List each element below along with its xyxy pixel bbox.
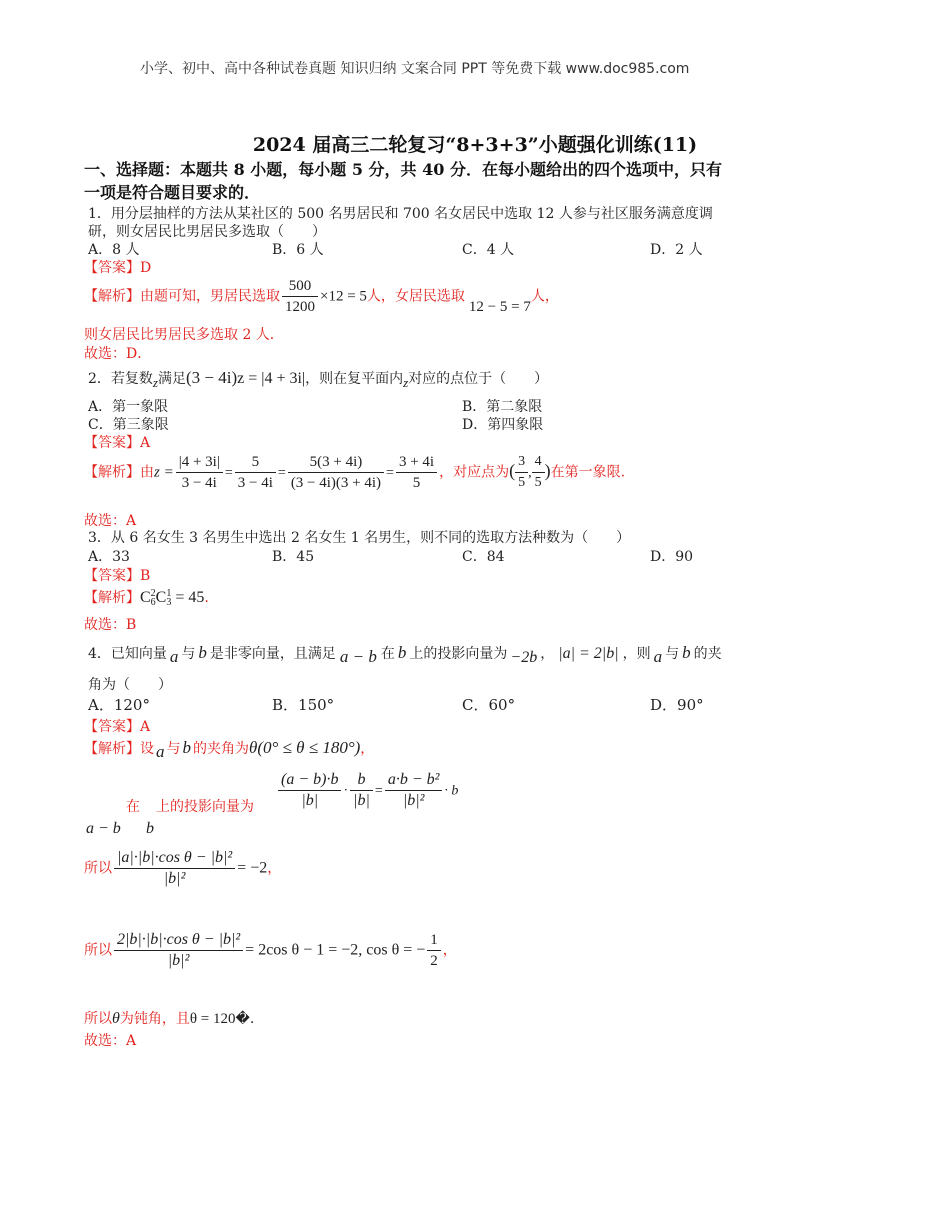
q2-option-d: D．第四象限 (462, 417, 544, 433)
q2-eq-sign3: = (386, 465, 394, 481)
site-header: 小学、初中、高中各种试卷真题 知识归纳 文案合同 PPT 等免费下载 www.doc985.com (140, 61, 690, 77)
q1-fraction-denominator: 1200 (282, 296, 318, 317)
q1-option-a: A．8 人 (88, 242, 140, 258)
q2-solution (84, 452, 625, 493)
q1-solution-text: 由题可知，男居民选取 (140, 288, 280, 305)
q3-solution (84, 587, 209, 607)
q3-solution-tag: 【解析】 (84, 590, 140, 606)
q4-proj-frac1: $\frac{(a - b)\cdot b}{|b|}$ (278, 770, 341, 811)
q1-stem-line2: 研，则女居民比男居民多选取（ ） (88, 224, 326, 240)
q4-answer: 【答案】A (84, 719, 151, 735)
q1-solution-tag: 【解析】 (84, 288, 140, 305)
q3-option-d: D．90 (650, 549, 694, 565)
q2-equation2: z = |4 + 3i| (237, 370, 306, 387)
q2-frac2: $\frac{5}{3 - 4i}$ (235, 452, 276, 493)
q2-solution-text: 由 (140, 464, 154, 481)
q1-stem-line1: 1．用分层抽样的方法从某社区的 500 名男居民和 700 名女居民中选取 12 人参与社区服务满意度调 (88, 206, 713, 222)
q1-solution-text3: 人， (530, 288, 559, 305)
q2-option-a: A．第一象限 (88, 399, 169, 415)
q1-option-b: B．6 人 (272, 242, 324, 258)
q2-choose: 故选：A (84, 513, 137, 529)
q2-equation: (3 − 4i) (185, 368, 238, 387)
q2-stem-text2: 满足 (157, 371, 186, 387)
q2-stem-text4: 对应的点位于（ ） (408, 371, 549, 387)
q1-option-c: C．4 人 (462, 242, 515, 258)
q4-solution-line3: 所以 $\frac{\text{|a|·|b|·cos θ − |b|²}}{\text{|b|²}}$ = −2， (84, 849, 282, 887)
q4-stem-line2: 角为（ ） (88, 677, 172, 693)
section-heading-line1: 一、选择题：本题共 8 小题，每小题 5 分，共 40 分．在每小题给出的四个选项中，只有 (84, 160, 722, 179)
q1-choose: 故选：D． (84, 346, 152, 362)
q2-option-b: B．第二象限 (462, 399, 543, 415)
q1-calc2: 12 − 5 = 7 (468, 298, 531, 315)
q4-solution-line4: 所以 $\frac{\text{2|b|·|b|·cos θ − |b|²}}{\text{|b|²}}$ = 2cos θ − 1 = −2, cos θ = − $\frac{1}{2}$ ， (84, 931, 457, 969)
q2-var-z2: z (403, 375, 409, 390)
q2-eq-sign2: = (277, 465, 286, 481)
q3-choose: 故选：B (84, 617, 137, 633)
q2-point-close: ) (544, 460, 551, 481)
q2-point-y: $\frac{4}{5}$ (532, 452, 545, 493)
section-heading-line2: 一项是符合题目要求的． (84, 183, 261, 202)
q2-solution-text3: 在第一象限. (550, 464, 626, 481)
page-title: 2024 届高三二轮复习“8+3+3”小题强化训练(11) (252, 134, 698, 156)
q4-solution-line1: 【解析】设 a 与 b 的夹角为θ(0° ≤ θ ≤ 180°)， (84, 738, 375, 761)
q2-z-eq: z = (154, 464, 174, 481)
q2-solution-text2: ，对应点为 (439, 464, 510, 481)
q1-solution (84, 276, 559, 317)
q3-option-b: B．45 (272, 549, 315, 565)
q1-option-d: D．2 人 (650, 242, 703, 258)
q3-answer: 【答案】B (84, 568, 151, 584)
q4-projection-formula: $\frac{(a - b)\cdot b}{|b|}$ · $\frac{b}{|b|}$ = $\frac{\text{a·b − b²}}{\text{|b|²}}$ · b (276, 770, 458, 811)
q3-stem: 3．从 6 名女生 3 名男生中选出 2 名女生 1 名男生，则不同的选取方法种数为（ ） (88, 530, 631, 546)
q2-stem-text: 2．若复数 (88, 371, 153, 387)
q4-b-label: b (146, 820, 154, 837)
q4-choose: 故选：A (84, 1033, 137, 1049)
q2-point-open: ( (509, 460, 516, 481)
q2-frac1: $\frac{|4 + 3i|}{3 - 4i}$ (176, 452, 223, 493)
q1-solution-conclusion: 则女居民比男居民多选取 2 人． (84, 327, 284, 343)
q2-answer: 【答案】A (84, 435, 151, 451)
q1-solution-text2: 人，女居民选取 (366, 288, 465, 305)
q2-var-z: z (152, 375, 158, 390)
q4-solution-line2-text: 在 上的投影向量为 (126, 799, 254, 815)
q4-line4-half: $\frac{1}{2}$ (427, 930, 441, 971)
q3-option-c: C．84 (462, 549, 505, 565)
q2-frac4: $\frac{3 + 4i}{5}$ (396, 452, 437, 493)
q1-calc: ×12 = 5 (320, 288, 367, 305)
q4-option-a: A．120° (88, 696, 150, 714)
q4-option-b: B．150° (272, 696, 335, 714)
q2-point-comma: , (528, 465, 532, 481)
q4-proj-frac2: $\frac{b}{|b|}$ (350, 770, 373, 811)
q1-fraction-numerator: 500 (288, 278, 312, 294)
q3-solution-dot: . (204, 590, 209, 606)
q4-line3-frac: $\frac{\text{|a|·|b|·cos θ − |b|²}}{\text{|b|²}}$ (114, 848, 235, 889)
q4-solution-line5: 所以θ为钝角，且θ = 120�. (84, 1010, 255, 1027)
q4-stem: 4．已知向量 a 与 b 是非零向量，且满足 a − b 在 b 上的投影向量为 −2b ， |a| = 2|b| ，则 a 与 b 的夹 (88, 643, 722, 666)
q4-option-d: D．90° (650, 696, 704, 714)
q4-proj-frac3: $\frac{\text{a·b − b²}}{\text{|b|²}}$ (385, 770, 443, 811)
q1-fraction (282, 276, 318, 317)
q4-a-minus-b: a − b (86, 820, 121, 837)
q2-frac3: $\frac{5(3 + 4i)}{(3 - 4i)(3 + 4i)}$ (288, 452, 384, 493)
q2-eq-sign1: = (224, 465, 233, 481)
q2-option-c: C．第三象限 (88, 417, 169, 433)
q2-point-x: $\frac{3}{5}$ (515, 452, 528, 493)
q3-option-a: A．33 (88, 549, 130, 565)
q2-stem-text3: ，则在复平面内 (305, 371, 404, 387)
q4-line4-frac: $\frac{\text{2|b|·|b|·cos θ − |b|²}}{\text{|b|²}}$ (114, 930, 243, 971)
q2-solution-tag: 【解析】 (84, 464, 140, 481)
q1-answer: 【答案】D (84, 260, 152, 276)
q4-option-c: C．60° (462, 696, 516, 714)
q2-stem (88, 368, 548, 388)
q3-combination: C 2 6 C 1 3 = 45 (140, 588, 205, 609)
